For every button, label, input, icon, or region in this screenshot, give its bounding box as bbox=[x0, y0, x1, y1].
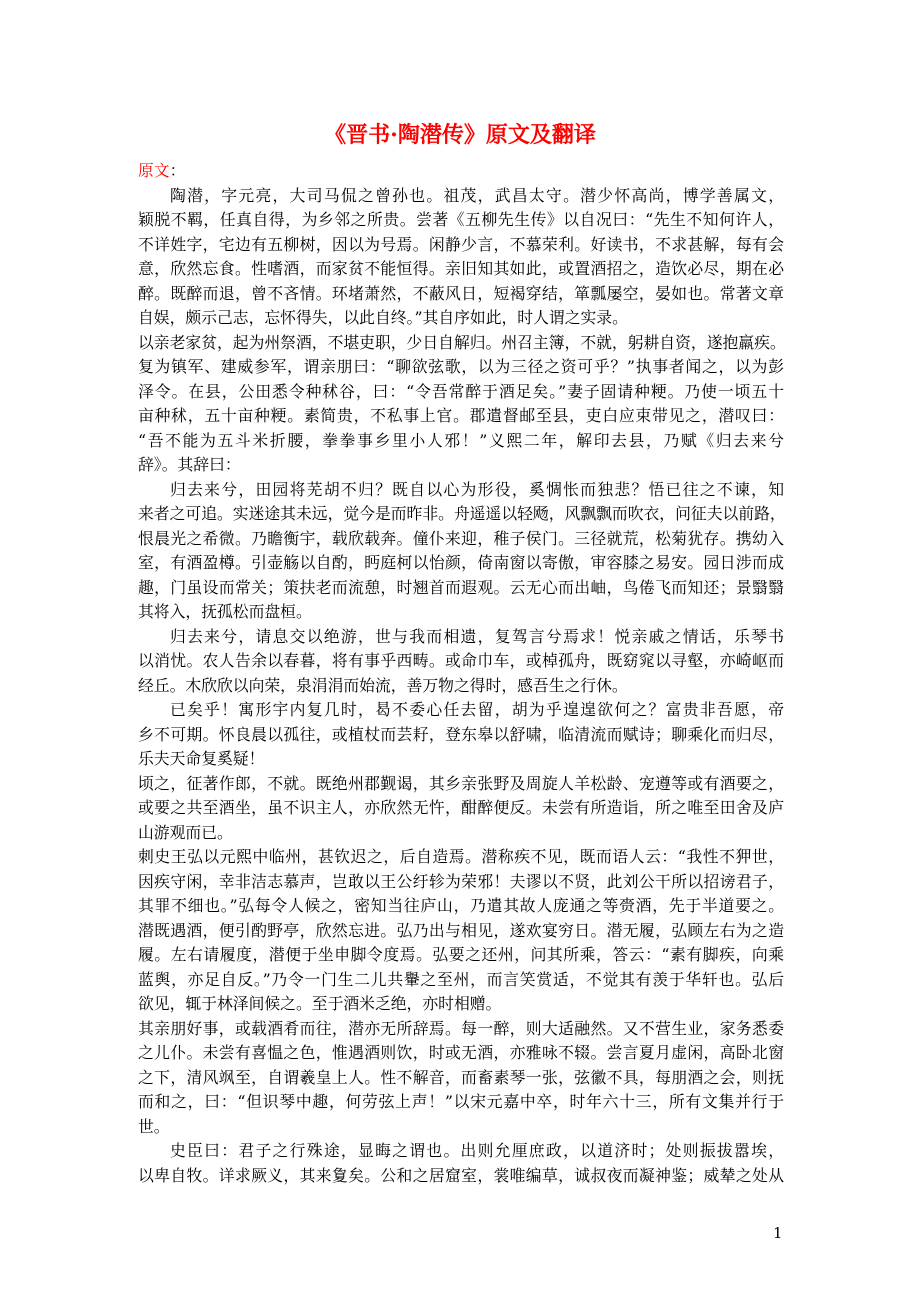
paragraph bbox=[138, 845, 784, 1017]
paragraph-line: 其罪不细也。”弘每令人候之，密知当往庐山，乃遣其故人庞通之等赍酒，先于半道要之。 bbox=[138, 896, 784, 915]
paragraph-line: 蓝舆，亦足自反。”乃令一门生二儿共轝之至州，而言笑赏适，不觉其有羡于华轩也。弘后 bbox=[138, 969, 784, 989]
paragraph bbox=[138, 184, 784, 331]
paragraph bbox=[138, 1017, 784, 1140]
paragraph-line: 而和之，曰：“但识琴中趣，何劳弦上声！”以宋元嘉中卒，时年六十三，所有文集并行于 bbox=[138, 1092, 784, 1111]
paragraph-line: 以亲老家贫，起为州祭酒，不堪吏职，少日自解归。州召主簿，不就，躬耕自资，遂抱羸疾。 bbox=[138, 332, 786, 352]
paragraph-line: 潜既遇酒，便引酌野亭，欣然忘进。弘乃出与相见，遂欢宴穷日。潜无履，弘顾左右为之造 bbox=[138, 920, 784, 940]
paragraph-line: 之儿仆。未尝有喜愠之色，惟遇酒则饮，时或无酒，亦雅咏不辍。尝言夏月虚闲，高卧北窗 bbox=[138, 1043, 784, 1062]
paragraph-line: 自娱，颇示己志，忘怀得失，以此自终。”其自序如此，时人谓之实录。 bbox=[138, 308, 628, 327]
paragraph-line: 世。 bbox=[138, 1116, 170, 1136]
paragraph-line: 辞》。其辞曰： bbox=[138, 455, 241, 474]
paragraph-line: 顷之，征著作郎，不就。既绝州郡觐谒，其乡亲张野及周旋人羊松龄、宠遵等或有酒要之， bbox=[138, 773, 784, 793]
paragraph-line: 乐夫天命复奚疑！ bbox=[138, 749, 265, 768]
paragraph-line: 亩种秫，五十亩种粳。素简贵，不私事上官。郡遣督邮至县，吏白应束带见之，潜叹曰： bbox=[138, 406, 784, 425]
paragraph-line: 归去来兮，田园将芜胡不归？既自以心为形役，奚惆怅而独悲？悟已往之不谏，知 bbox=[170, 479, 784, 499]
section-label-colon: ： bbox=[169, 161, 186, 180]
paragraph bbox=[138, 698, 784, 772]
paragraph-line: 其亲朋好事，或载酒肴而往，潜亦无所辞焉。每一醉，则大适融然。又不营生业，家务悉委 bbox=[138, 1018, 784, 1038]
paragraph-line: 已矣乎！寓形宇内复几时，曷不委心任去留，胡为乎遑遑欲何之？富贵非吾愿，帝 bbox=[170, 700, 784, 719]
paragraph-line: 醉。既醉而退，曾不吝情。环堵萧然，不蔽风日，短褐穿结，箪瓢屡空，晏如也。常著文章 bbox=[138, 283, 784, 303]
paragraph-line: 经丘。木欣欣以向荣，泉涓涓而始流，善万物之得时，感吾生之行休。 bbox=[138, 675, 628, 695]
paragraph-line: 其将入，抚孤松而盘桓。 bbox=[138, 602, 312, 621]
paragraph-line: 山游观而已。 bbox=[138, 822, 233, 842]
paragraph bbox=[138, 1139, 784, 1188]
paragraph-line: 之下，清风飒至，自谓羲皇上人。性不解音，而畜素琴一张，弦徽不具，每朋酒之会，则抚 bbox=[138, 1067, 784, 1087]
section-label bbox=[138, 159, 784, 184]
paragraph bbox=[138, 625, 784, 699]
paragraph-line: 颖脱不羁，任真自得，为乡邻之所贵。尝著《五柳先生传》以自况曰：“先生不知何许人， bbox=[138, 210, 784, 229]
paragraph-line: 归去来兮，请息交以绝游，世与我而相遗，复驾言兮焉求！悦亲戚之情话，乐琴书 bbox=[170, 626, 784, 646]
paragraph-line: 以卑自牧。详求厥义，其来夐矣。公和之居窟室，裳唯编草，诚叔夜而凝神鉴；威辇之处从 bbox=[138, 1165, 784, 1185]
paragraph-line: 趣，门虽设而常关；策扶老而流憩，时翘首而遐观。云无心而出岫，鸟倦飞而知还；景翳翳 bbox=[138, 577, 784, 597]
paragraph-line: 来者之可追。实迷途其未远，觉今是而昨非。舟遥遥以轻飏，风飘飘而吹衣，问征夫以前路， bbox=[138, 504, 786, 523]
page-number: 1 bbox=[773, 1224, 783, 1242]
paragraph-line: 刺史王弘以元熙中临州，甚钦迟之，后自造焉。潜称疾不见，既而语人云：“我性不狎世， bbox=[138, 847, 784, 866]
document-body bbox=[138, 159, 784, 1188]
paragraph bbox=[138, 478, 784, 625]
paragraph-line: 陶潜，字元亮，大司马侃之曾孙也。祖茂，武昌太守。潜少怀高尚，博学善属文， bbox=[170, 185, 784, 205]
paragraph-line: 乡不可期。怀良晨以孤往，或植杖而芸耔，登东皋以舒啸，临清流而赋诗；聊乘化而归尽， bbox=[138, 724, 784, 744]
paragraph-line: 泽令。在县，公田悉令种秫谷，曰：“令吾常醉于酒足矣。”妻子固请种粳。乃使一顷五十 bbox=[138, 381, 784, 401]
paragraph-line: 以消忧。农人告余以春暮，将有事乎西畴。或命巾车，或棹孤舟，既窈窕以寻壑，亦崎岖而 bbox=[138, 651, 784, 670]
document-title: 《晋书·陶潜传》原文及翻译 bbox=[324, 122, 596, 148]
paragraph-line: 欲见，辄于林泽间候之。至于酒米乏绝，亦时相赠。 bbox=[138, 994, 502, 1013]
paragraph bbox=[138, 331, 784, 478]
paragraph-line: 恨晨光之希微。乃瞻衡宇，载欣载奔。僮仆来迎，稚子侯门。三径就荒，松菊犹存。携幼入 bbox=[138, 528, 784, 548]
paragraph-line: “吾不能为五斗米折腰，拳拳事乡里小人邪！”义熙二年，解印去县，乃赋《归去来兮 bbox=[138, 430, 784, 450]
paragraph-line: 因疾守闲，幸非洁志慕声，岂敢以王公纡轸为荣邪！夫谬以不贤，此刘公干所以招谤君子， bbox=[138, 871, 784, 891]
paragraph-line: 或要之共至酒坐，虽不识主人，亦欣然无忤，酣醉便反。未尝有所造诣，所之唯至田舍及庐 bbox=[138, 798, 784, 817]
paragraph-line: 室，有酒盈樽。引壶觞以自酌，眄庭柯以怡颜，倚南窗以寄傲，审容膝之易安。园日涉而成 bbox=[138, 553, 784, 572]
paragraph-line: 复为镇军、建威参军，谓亲朋曰：“聊欲弦歌，以为三径之资可乎？”执事者闻之，以为彭 bbox=[138, 357, 784, 376]
paragraph-line: 履。左右请履度，潜便于坐申脚令度焉。弘要之还州，问其所乘，答云：“素有脚疾，向乘 bbox=[138, 945, 784, 964]
section-label-text: 原文 bbox=[138, 161, 170, 180]
paragraph-line: 意，欣然忘食。性嗜酒，而家贫不能恒得。亲旧知其如此，或置酒招之，造饮必尽，期在必 bbox=[138, 259, 784, 278]
paragraph-line: 史臣曰：君子之行殊途，显晦之谓也。出则允厘庶政，以道济时；处则振拔嚣埃， bbox=[170, 1141, 784, 1160]
paragraph bbox=[138, 772, 784, 846]
paragraph-line: 不详姓字，宅边有五柳树，因以为号焉。闲静少言，不慕荣利。好读书，不求甚解，每有会 bbox=[138, 234, 784, 254]
